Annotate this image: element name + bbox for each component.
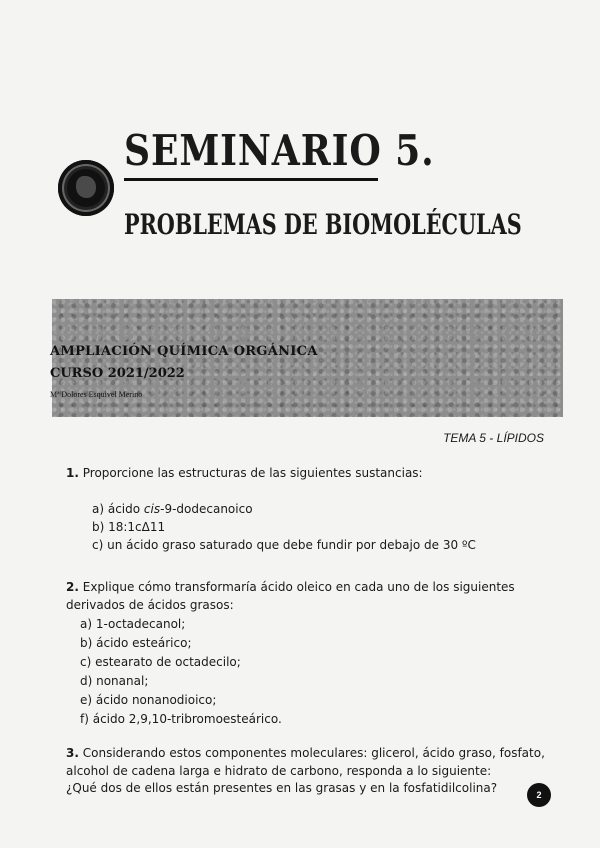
question-3 [66,744,545,762]
question-text: Explique cómo transformaría ácido oleico en cada uno de los siguientes [82,580,515,594]
question-2 [66,578,515,596]
course-year: CURSO 2021/2022 [50,366,185,381]
question-2-item-e: e) ácido nonanodioico; [80,693,217,707]
page-title: SEMINARIO 5. [124,126,435,175]
question-number: 3. [66,746,79,760]
question-3-line-3: ¿Qué dos de ellos están presentes en las grasas y en la fosfatidilcolina? [66,781,498,795]
question-1-item-b: b) 18:1cΔ11 [92,520,166,534]
question-1 [66,464,423,482]
page-number-badge: 2 [527,783,551,807]
question-text: Proporcione las estructuras de las siguientes sustancias: [82,466,423,480]
question-1-item-a: a) ácido cis-9-dodecanoico [92,502,253,516]
question-2-item-c: c) estearato de octadecilo; [80,655,241,669]
question-2-item-d: d) nonanal; [80,674,149,688]
question-2-line-2: derivados de ácidos grasos: [66,598,234,612]
topic-label: TEMA 5 - LÍPIDOS [443,431,544,445]
question-number: 2. [66,580,79,594]
course-author: Mª Dolores Esquivel Merino [50,390,143,399]
question-3-line-2: alcohol de cadena larga e hidrato de carbono, responda a lo siguiente: [66,764,492,778]
question-2-item-b: b) ácido esteárico; [80,636,192,650]
question-2-item-f: f) ácido 2,9,10-tribromoesteárico. [80,712,282,726]
question-2-item-a: a) 1-octadecanol; [80,617,186,631]
question-number: 1. [66,466,79,480]
course-title: AMPLIACIÓN QUÍMICA ORGÁNICA [50,344,318,359]
title-underline [124,178,378,181]
question-text: Considerando estos componentes moleculares: glicerol, ácido graso, fosfato, [82,746,545,760]
page-subtitle: PROBLEMAS DE BIOMOLÉCULAS [124,208,522,241]
question-1-item-c: c) un ácido graso saturado que debe fundir por debajo de 30 ºC [92,538,476,552]
university-seal-logo [58,160,114,216]
